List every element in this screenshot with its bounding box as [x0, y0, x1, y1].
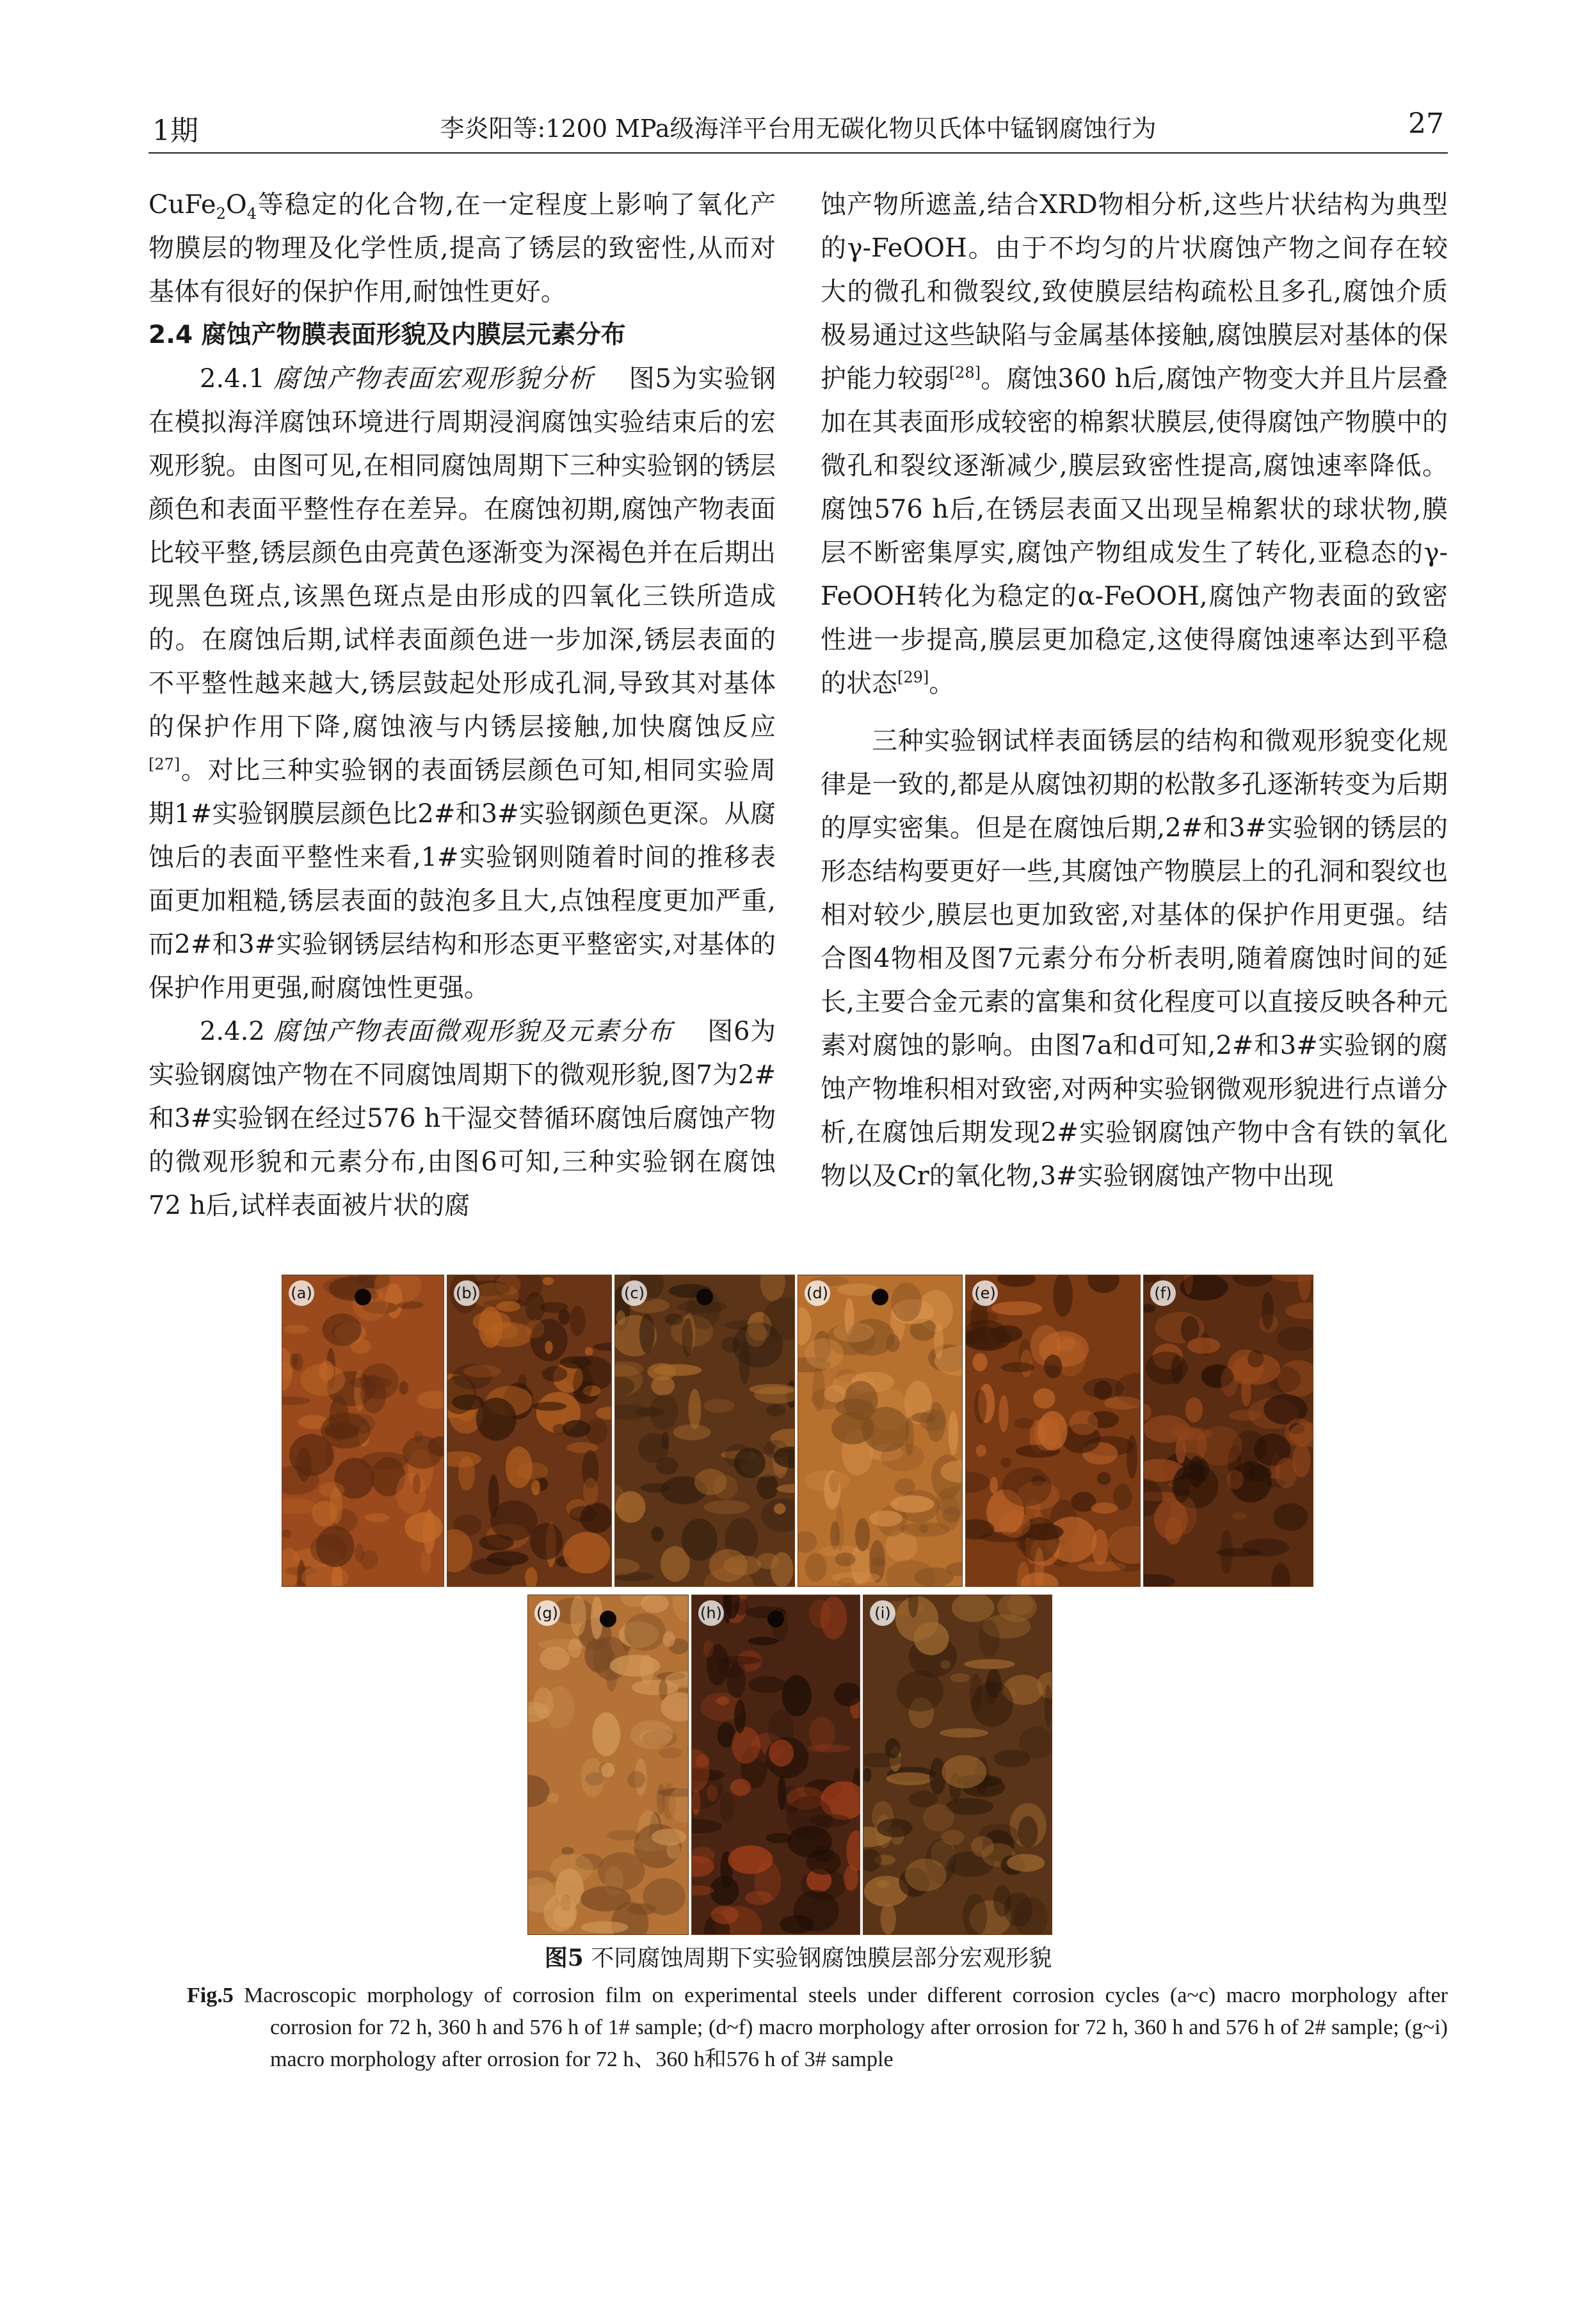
figure-panel-a	[282, 1275, 444, 1587]
citation-28: [28]	[949, 363, 981, 382]
caption-cn-text: 不同腐蚀周期下实验钢腐蚀膜层部分宏观形貌	[591, 1945, 1052, 1971]
left-paragraph-1	[148, 183, 776, 314]
panel-label: (b)	[454, 1280, 479, 1306]
specimen-photo	[615, 1275, 794, 1586]
figure-panel-i	[863, 1595, 1052, 1935]
figure-panel-f	[1143, 1275, 1313, 1587]
running-title: 李炎阳等:1200 MPa级海洋平台用无碳化物贝氏体中锰钢腐蚀行为	[440, 115, 1157, 143]
panel-label: (e)	[972, 1280, 998, 1306]
caption-chinese	[148, 1942, 1448, 1975]
specimen-photo	[692, 1595, 860, 1934]
figure-caption	[148, 1942, 1448, 2076]
right-paragraph-1	[821, 183, 1448, 705]
left-paragraph-3	[148, 1010, 776, 1227]
right-paragraph-1-text-a: 蚀产物所遮盖,结合XRD物相分析,这些片状结构为典型的γ-FeOOH。由于不均匀的片状腐蚀产物之间存在较大的微孔和微裂纹,致使膜层结构疏松且多孔,腐蚀介质极易通过这些缺陷与金属基体接触,腐蚀膜层对基体的保护能力较弱	[821, 190, 1448, 394]
formula-sub-2: 2	[216, 205, 226, 223]
figure-panel-c	[614, 1275, 795, 1587]
specimen-photo	[528, 1595, 688, 1934]
specimen-photo	[447, 1275, 611, 1586]
page-number: 27	[1408, 107, 1444, 140]
specimen-photo	[966, 1275, 1140, 1586]
figure-panel-d	[798, 1275, 963, 1587]
issue-number: 1期	[152, 115, 198, 147]
figure-5	[282, 1275, 1312, 2324]
left-paragraph-2-text: 图5为实验钢在模拟海洋腐蚀环境进行周期浸润腐蚀实验结束后的宏观形貌。由图可见,在相同腐蚀周期下三种实验钢的锈层颜色和表面平整性存在差异。在腐蚀初期,腐蚀产物表面比较平整,锈层颜色由亮黄色逐渐变为深褐色并在后期出现黑色斑点,该黑色斑点是由形成的四氧化三铁所造成的。在腐蚀后期,试样表面颜色进一步加深,锈层表面的不平整性越来越大,锈层鼓起处形成孔洞,导致其对基体的保护作用下降,腐蚀液与内锈层接触,加快腐蚀反应	[148, 364, 776, 742]
right-paragraph-2: 三种实验钢试样表面锈层的结构和微观形貌变化规律是一致的,都是从腐蚀初期的松散多孔逐渐转变为后期的厚实密集。但是在腐蚀后期,2#和3#实验钢的锈层的形态结构要更好一些,其腐蚀产物膜层上的孔洞和裂纹也相对较少,膜层也更加致密,对基体的保护作用更强。结合图4物相及图7元素分布分析表明,随着腐蚀时间的延长,主要合金元素的富集和贫化程度可以直接反映各种元素对腐蚀的影响。由图7a和d可知,2#和3#实验钢的腐蚀产物堆积相对致密,对两种实验钢微观形貌进行点谱分析,在腐蚀后期发现2#实验钢腐蚀产物中含有铁的氧化物以及Cr的氧化物,3#实验钢腐蚀产物中出现	[821, 726, 1448, 1191]
specimen-photo	[1144, 1275, 1313, 1586]
right-column	[821, 183, 1448, 1198]
formula-sub-4: 4	[246, 205, 257, 223]
citation-27: [27]	[148, 755, 180, 774]
formula-cufe: CuFe	[148, 190, 216, 219]
left-paragraph-1-text: 等稳定的化合物,在一定程度上影响了氧化产物膜层的物理及化学性质,提高了锈层的致密性,从而对基体有很好的保护作用,耐蚀性更好。	[148, 190, 776, 306]
subsection-title-2-4-1: 腐蚀产物表面宏观形貌分析	[273, 364, 595, 394]
figure-panel-g	[527, 1595, 689, 1935]
left-paragraph-3-text: 图6为实验钢腐蚀产物在不同腐蚀周期下的微观形貌,图7为2#和3#实验钢在经过576 h干湿交替循环腐蚀后腐蚀产物的微观形貌和元素分布,由图6可知,三种实验钢在腐蚀72 h后,试样表面被片状的腐	[148, 1017, 776, 1220]
subsection-number-2-4-1: 2.4.1	[200, 364, 265, 394]
running-header	[148, 101, 1448, 154]
panel-label: (c)	[622, 1280, 647, 1306]
left-paragraph-2	[148, 357, 776, 1010]
right-paragraph-1-text-b: 。腐蚀360 h后,腐蚀产物变大并且片层叠加在其表面形成较密的棉絮状膜层,使得腐蚀产物膜中的微孔和裂纹逐渐减少,膜层致密性提高,腐蚀速率降低。腐蚀576 h后,在锈层表面又出现呈棉絮状的球状物,膜层不断密集厚实,腐蚀产物组成发生了转化,亚稳态的γ-FeOOH转化为稳定的α-FeOOH,腐蚀产物表面的致密性进一步提高,膜层更加稳定,这使得腐蚀速率达到平稳的状态	[821, 364, 1448, 698]
panel-label: (g)	[534, 1600, 560, 1626]
subsection-title-2-4-2: 腐蚀产物表面微观形貌及元素分布	[273, 1017, 673, 1046]
panel-label: (d)	[805, 1280, 830, 1306]
specimen-photo	[282, 1275, 444, 1586]
caption-en-label: Fig.5	[187, 1984, 234, 2007]
left-paragraph-2-end: 。对比三种实验钢的表面锈层颜色可知,相同实验周期1#实验钢膜层颜色比2#和3#实验钢颜色更深。从腐蚀后的表面平整性来看,1#实验钢则随着时间的推移表面更加粗糙,锈层表面的鼓泡多且大,点蚀程度更加严重,而2#和3#实验钢锈层结构和形态更平整密实,对基体的保护作用更强,耐腐蚀性更强。	[148, 756, 776, 1003]
figure-panel-h	[691, 1595, 860, 1935]
right-paragraph-1-text-c: 。	[929, 669, 955, 698]
specimen-photo	[798, 1275, 962, 1586]
caption-english	[187, 1980, 1448, 2076]
citation-29: [29]	[897, 668, 929, 687]
section-heading-2-4: 2.4 腐蚀产物膜表面形貌及内膜层元素分布	[148, 321, 626, 349]
panel-label: (h)	[698, 1600, 724, 1626]
formula-o: O	[225, 190, 247, 219]
specimen-photo	[863, 1595, 1052, 1934]
figure-panel-b	[447, 1275, 612, 1587]
panel-label: (f)	[1150, 1280, 1176, 1306]
panel-label: (i)	[870, 1600, 895, 1626]
left-column	[148, 183, 776, 1227]
subsection-number-2-4-2: 2.4.2	[200, 1017, 265, 1046]
figure-panel-e	[965, 1275, 1141, 1587]
caption-cn-label: 图5	[544, 1945, 584, 1971]
caption-en-text: Macroscopic morphology of corrosion film on experimental steels under different corrosion cycles (a~c) macro morphology after corrosion for 72 h, 360 h and 576 h of 1# sample; (d~f) macro morphology after orrosion for 72 h, 360 h and 576 h of 2# sample; (g~i) macro morphology after orrosion for 72 h、360 h和576 h of 3# sample	[244, 1984, 1448, 2071]
panel-label: (a)	[289, 1280, 314, 1306]
